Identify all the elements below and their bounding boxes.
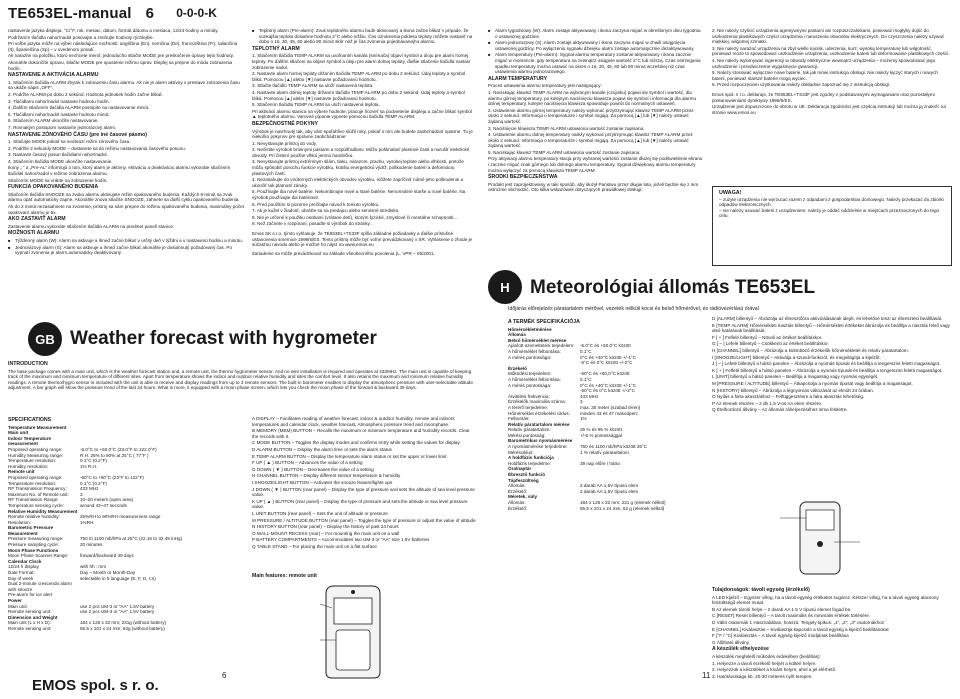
hu-subtitle: Időjárás előrejelzés páratartalom mérővel, vezeték nélküli kocsi és belső hőmérővel, és rádióvezérlású órával	[508, 306, 759, 312]
spec-value: 0.1°C	[580, 348, 592, 354]
header-page-number: 6	[145, 4, 155, 22]
section-heading: NASTAVENIE A AKTIVÁCIA ALARMU	[8, 72, 99, 79]
spec-key: Érzékelő:	[508, 488, 528, 494]
spec-value: 0.1°C	[580, 376, 592, 382]
spec-value: 3	[80, 491, 83, 497]
spec-value: 1%RH	[80, 519, 94, 525]
bullet-item: ■ Alarm tygodniowy (W): Alarm zostaje aktywowany i ikona zaczyna migać w określonym dniu tygodnia o ustawionej godzinie.	[488, 28, 704, 39]
remote-part-description: E [CHANNEL] Kiválasztás – Kiválasztja kapcsoló a távoli egység a kijelző beállításokat	[712, 626, 889, 632]
spec-key: Állomás:	[508, 483, 526, 489]
spec-value: 1%	[580, 416, 587, 422]
spec-key: Maximum No. of Remote unit:	[8, 491, 69, 497]
intro-text: The base package comes with a main unit, which is the weather forecast station and, a remote unit, the thermo hygrometer sensor. And no wire installation is required and operates at 433MHz. The main unit is capable of keeping track of the maximum and minimum temperature of different sites. Apart from temperature shows the indoor and outdoor relative humidity and sites the comfort level. It also retains the maximum and minimum relative humidity readings. A remote thermo/hygro sensor is included with the unit is able to receive and display readings from up to 3 remote sensors. The built-in barometer enables to display the atmospheric pressure with user-selectable altitude adjustment. A bar graph will show the pressure trend of the last 24 hours. What is more, it equipped with a moon phase screen, which lets you check the moon phase of the forward & backward 39 days.	[8, 368, 473, 391]
spec-key: Temperature resolution:	[8, 480, 57, 486]
text-line: Pri aktivácii alarmu stanica na výbere hodnote, pracuje ňozveť sa podvietenie displeja a začne blikať symbol ▲ teplotného alarmu. Varovné pípanie vypnete pomocou tlačidla TEMP ALARM.	[252, 108, 472, 120]
text-line: 2. Helyezzük a készüléket a kívánt helyre, ahol a jel elérhető.	[712, 667, 837, 673]
gb-intro	[8, 360, 476, 414]
button-description: F [ + ] Felfelé billentyű – Növeli az értéket beállításkor.	[712, 334, 823, 340]
spec-key: A térerő terjedelme:	[508, 404, 549, 410]
text-line: Pri voľbe jazyka môže na výber následujúce možnosti: angličtina (En), nemčina (De), francúzština (Fr), taliančina (It), španielčina (Sp) – v uvedenom poradí.	[8, 41, 238, 52]
text-line: 3. Nie należy narażać urządzenia na zbyt wielki nacisk, uderzenia, kurz, wysoką temperaturę lub wilgotność, ponieważ może to spowodować uszkodzenie urządzenia, uszkodzenie baterii lub deformowanie plastikowych części.	[712, 45, 950, 57]
spec-key: Belső hőmérséklet mérése	[508, 337, 567, 343]
button-description: H CHANNEL BUTTON – Display different sensor temperature & humidity	[252, 473, 401, 479]
spec-value	[80, 525, 244, 536]
spec-key: Power	[8, 598, 22, 603]
text-line: Emos SK s.r.o. týmto vyhlasuje, že TE653EL+TS33F spĺňa základné požiadavky a ďalšie príslušné ustanovenia smernice 1999/5/ES. Tento prístroj môže byť voľne prevádzkovaný v SR. Vyhlásenie o zhode je súčasťou návodu alebo je možné ho nájsť na www.emos.eu	[252, 231, 473, 248]
gb-specifications	[8, 416, 244, 662]
spec-key: Pressure sampling cycle:	[8, 542, 60, 548]
spec-value: around 43~47 seconds	[80, 502, 127, 508]
spec-key: A holdfázis funkciója	[508, 455, 554, 461]
spec-key: Proposed operating range:	[8, 474, 63, 480]
text-line: 1. Stlačením tlačidla TEMP ALARM sa uvoľnaním kanála (snímača) objaví symbol a úloju pre alarm hornej teploty. Po ďalším stlačení sa objaví symbol a úloju pre alarm dolnej teploty, ďalšie stlačenie tlačidla nastaví zobrazenie nadol.	[252, 53, 471, 70]
section-heading: INTRODUCTION	[8, 361, 48, 367]
spec-key: Mérési pontosság:	[508, 432, 546, 438]
section-heading: A készülék elhelyezése	[712, 646, 769, 653]
spec-key: Relatív páratartalom:	[508, 427, 551, 433]
button-description: E [TEMP ALARM] Hőmérsékleti riasztás billentyű – Hőmérsékleti értékeket ábrázolja és beállítja a riasztás felső vagy alsó határának beállítását.	[712, 322, 950, 334]
text-line: 2. Podržte ALARM po dobu 2 sekúnd. Hodnota jednotiek hodín začne blikať.	[8, 91, 164, 97]
spec-key: Érzékelő	[508, 365, 527, 371]
bullet-item: ■ Týždenný alarm (W): Alarm sa aktivuje a ihneď začne blikať v určitý deň v týždni a v nastavenú hodinu a minútu.	[8, 238, 244, 244]
text-line: 4. Nastavte alarm dolnej teploty držaním tlačidla TEMP ALARM po dobu 2 sekúnd. Údaj teploty a symbol bliká. Pomocou [▲] alebo [▼] nastavte požadovanú hodnotu.	[252, 89, 465, 101]
section-heading: A TERMÉK SPECIFIKÁCIÓJA	[508, 319, 580, 325]
button-description: J DOWN ( ▼ ) BUTTON (rear panel) – Display the type of pressure and sets the altitude of sea level pressure value.	[252, 486, 475, 498]
language-badge-gb: GB	[28, 322, 62, 356]
remote-part-description: C [RESET] Reset billentyű – A tárolt maximális és minimális értékek törlésére.	[712, 613, 871, 619]
document-code: 0-0-0-K	[176, 6, 217, 20]
text-line: 5. Tlačidlami nahor/nadol nastavte hodnotu minút.	[8, 111, 110, 117]
text-line: 7. Rovnakým postupom nastavíte jednorázový alarm.	[8, 124, 117, 130]
spec-value: 433 MHz	[580, 393, 599, 399]
spec-row	[8, 525, 244, 536]
spec-key: 12/24 h display	[8, 564, 39, 570]
button-description: P BATTERY COMPARTMENTS – Accommodates two UM-3 or "AA" size 1.5V batteries	[252, 537, 430, 543]
button-description: N [HISTORY] billentyű – Ábrázolja a légnyomás változását az elmúlt 24 órában.	[712, 387, 874, 393]
spec-value: -5.0°C to +50.0°C (23.0°F to 122.0°F)	[80, 446, 157, 452]
spec-key: Állomás:	[508, 500, 526, 505]
bullet-item: ■ Alarm jednorazowy (S): Alarm zostaje aktywowany i ikona zaczyna migać w chwili osiągnięcia ustawionej godziny. Po wyłączeniu sygnału dźwięku alarm zostaje automatycznie dezaktywowany.	[488, 40, 704, 51]
page-number-left: 6	[222, 671, 227, 680]
spec-value: 20 minutes	[80, 542, 103, 548]
spec-key: Main unit	[8, 430, 29, 436]
button-description: L [UNIT] billentyű a hátsó panelen – Beállítja a magasság vagy nyomás egységét.	[712, 374, 879, 380]
text-line: 2. Podržte 2 sekundy MODE – dostanete sa do režimu nastavovania časového posunu.	[8, 145, 186, 151]
text-line: Akonáhle dokončíte úpravu, stlačte MODE pre opustenie režimu úprav. Displej sa prepne do módu zobrazenia hodín.	[8, 59, 233, 71]
spec-key: Mérésciklus:	[508, 449, 534, 455]
text-line: – zużyte urządzenia nie wyrzucać razem z odpadami z gospodarstwa domowego. Należy przekazać do zbiórki odpadów elektronicznych.	[719, 196, 944, 208]
spec-value: 0.1°C (0.2°F)	[80, 458, 107, 464]
spec-value: -5.0°C és +50.0°C között	[580, 343, 631, 349]
spec-key: Relatív páratartalom mérése	[508, 421, 570, 427]
text-line: nastavenie jazyka displeja, °C/°F, rok, mesiac, dátum, formát dátumu a mesiaca, 12/24 hodiny a minúty.	[8, 28, 219, 33]
spec-value: 55.5 x 101 x 24 mm; 62g (without battery)	[80, 625, 165, 631]
spec-value: -50°C és 0°C között +/-2°C	[580, 388, 635, 394]
spec-key: Day of week	[8, 575, 34, 581]
bullet-item: ■ Alarm temperatury (Pre-alarm): Sygnał alarmu temperatury zostanie aktywowany i ikona zacznie migać w momencie, gdy temperatura na zewnątrz osiągnie wartość 2°C lub niższą. Czas ostrzegania spadku temperatury można ustawić na okres o 15, 30, 45, 60 lub 90 minut wcześniej niż czas ustawienia alarmu jednorazowego.	[488, 52, 704, 74]
spec-value: 0.1°C (0.2°F)	[80, 480, 107, 486]
spec-key: A nyomásmérése terjedelme:	[508, 444, 568, 450]
spec-value: +/-5 % pontossággal	[580, 432, 623, 438]
spec-key: Állomás	[508, 332, 526, 338]
text-line: Zastavenie alarmu vykonáte stlačením tlačidla ALARM na predmet panelí stanice.	[8, 223, 175, 229]
text-line: 3. Naciśnięcie klawisza TEMP ALARM ustawiona wartość zostanie zapisana.	[488, 125, 645, 131]
remote-part-description: D Váltó csatornák 1 Hasznaliában, hosszú: Tengely tipikus: „1“, „2“, „3“ csatornákhoz	[712, 619, 885, 625]
spec-key: Humidity Measuring range:	[8, 452, 63, 458]
gb-section-title: Weather forecast with hygrometer	[70, 328, 377, 349]
spec-key: Hőmérséklet érzékelési ciklus:	[508, 410, 570, 416]
button-description: B MEMORY (MEM) BUTTON – Recalls the maximum or minimum temperature and humidity records. Clear the records with it.	[252, 428, 470, 439]
text-line: 1. Stlačením tlačidla ALARM zbytok k zobrazeniu času alarmu. Ak nie je alarm aktívny v prestave zobrazenia času sa ukáže nápis „OFF“.	[8, 79, 240, 91]
spec-key: Pressure measuring range:	[8, 536, 64, 542]
text-line: 4. Nezasahujte do vnútorných elektrických obvodov výrobku, môžete zapríčiniť nútné jeho poškodenie a ukončiť tak platnosť záruky.	[252, 177, 464, 188]
spec-value: use 2 pcs UM-3 or "AA" 1.5V battery	[80, 603, 155, 609]
text-line: 5. Należy stosować wyłącznie nowe baterie, tak jak mówi instrukcja obsługi. Nie należy łączyć starych i nowych baterii, ponieważ starsze baterie mogą wyciec.	[712, 70, 938, 81]
section-heading: Tulajdonságok: távoli egység (érzékelő)	[712, 587, 810, 593]
spec-key: Barometrikus nyomásmérése	[508, 438, 573, 444]
spec-key: Indoor Temperature measurement	[8, 435, 52, 447]
text-line: 7. Ak je kužel v žiadosť, obráťte sa na predajcu alebo servisné stredisko.	[252, 208, 400, 214]
spec-value: 750 to 1100 mb/hPa at 25°C (22.15 to 32.49 inHg)	[80, 536, 183, 542]
spec-key: Dual 2-minute crescendo alarm with snooze	[8, 581, 72, 592]
spec-key: Dimension and Weight	[8, 614, 58, 620]
spec-value: 433 MHz	[80, 486, 99, 492]
button-description: K UP ( ▲ ) BUTTON (rear panel) – Display the type of pressure and sets the altitude or sea level pressure value.	[252, 498, 468, 510]
spec-value: -50°C és +60,0°C között	[580, 371, 630, 377]
text-line: 3. Hatótávolsága kb. 20-30 méteres nyílt terepen.	[712, 673, 813, 679]
warning-box	[712, 186, 952, 266]
section-heading: NASTAVENIE ZÓNOVÉHO ČASU (pre iné časové pásmo)	[8, 131, 148, 138]
text-line: 5. Naciskając klawisz TEMP ALARM ustawiona wartość zostanie zapisana.	[488, 149, 641, 155]
text-line: Stlačením tlačidla SNOOZE sa zvuku alarmu aktivujete režim opakovaného budenia. Každých 8 minút sa zvuk alarmu opäť automaticky zapne. Akonáhle znova stlačíte SNOOZE, zahnete sa ďalší cyklu opakovaného budenia.	[8, 191, 240, 203]
text-line: Stlačením MODE sa vrátite na zobrazenie hodín.	[8, 177, 108, 183]
remote-part-description: B Az elemek tároló helye – 2 darab AA 1.5 V típusú elemet fogad be.	[712, 606, 852, 612]
column-sk-1	[8, 28, 244, 324]
spec-key: Main unit (L x H x D):	[8, 620, 51, 626]
spec-key: RF Transmission Range:	[8, 497, 59, 503]
spec-value: with hh : mm	[80, 564, 107, 570]
spec-key: Date Format:	[8, 570, 35, 576]
column-pl-2	[712, 28, 952, 183]
spec-value: minden 43 és 47 másodperc	[580, 410, 638, 416]
spec-key: Proposed operating range:	[8, 446, 63, 452]
spec-key: Main unit:	[8, 603, 28, 609]
spec-key: RF Transmission Frequency:	[8, 486, 67, 492]
text-line: 4. Ustawienie alarmu dolnej temperatury należy wykonać przytrzymując klawisz TEMP ALARM przez około 2 sekund. Informacja o temperaturze i symbol migają. Za pomocą [▲] lub [▼] należy ustawić żądaną wartość.	[488, 132, 693, 149]
spec-key: Hőmérsékletmérése	[508, 326, 552, 332]
button-description: H [CHANNEL] billentyű – Ábrázolja a különböző érzékelők hőmérsékletét és relatív páratartalom.	[712, 347, 909, 353]
remote-part-description: G Állítható állvány	[712, 639, 750, 645]
page-number-right: 11	[702, 671, 711, 680]
spec-key: Érzékelő:	[508, 505, 528, 511]
spec-key: Calendar Clock	[8, 558, 42, 564]
spec-key: Moon Phase Scanner Range:	[8, 553, 69, 559]
button-description: Q Ételhordozó állvány – Az állomás ráhelyezéséhez sima felületre.	[712, 407, 848, 413]
spec-key: Remote sensing unit:	[8, 609, 52, 615]
spec-value: 184 x 126 x 32 mm; 231g (without battery)	[80, 620, 167, 626]
button-description: D [ALARM] billentyű – Ábrázolja az ébresztőóra aktivizálásának idejét, és lehetővé teszi az ébresztési beállítását.	[712, 316, 943, 321]
spec-row	[8, 626, 244, 632]
spec-key: Átvitelési frekvencia:	[508, 393, 550, 399]
spec-value: 25 % és 95 % között	[580, 427, 622, 433]
spec-value: 184 x 126 x 32 mm; 231 g (elemek nélkül)	[580, 500, 666, 505]
button-description: N HISTORY BUTTON (rear panel) – Display the history of past 24 hours	[252, 524, 399, 530]
spec-key: Relative Humidity Measurement	[8, 508, 78, 514]
spec-key: A mérés pontossága:	[508, 354, 552, 360]
text-line: 3. Nevystavujte prístroj extrémnym silám, tlaku, nárazom, prachu, vysokej teplote alebo vlhkosti, pretože môžu spôsobiť poruchu funkcie výrobku, kratšiu energetickú výdrž, poškodenie batérií a deformáciu plastových častí.	[252, 159, 464, 176]
spec-key: Ajánlott üzemeltetési terjedelem:	[508, 343, 575, 349]
spec-key: Érzékelők maximális száma:	[508, 399, 566, 405]
text-line: 5. Stlačením tlačidla TEMP ALARM sa uloží nastavená teplota.	[252, 102, 380, 108]
spec-value: 2 darab AA 1,5V típusú elem	[580, 483, 639, 489]
section-heading: TEPLOTNÝ ALARM	[252, 45, 300, 52]
section-heading: BEZPEČNOSTNÉ POKYNY	[252, 120, 319, 127]
section-heading: AKO ZASTAVIŤ ALARM	[8, 216, 66, 223]
button-description: E TEMP ALARM BUTTON – Display the temperature alarm status or set the upper or lower limit.	[252, 453, 448, 459]
text-line: 8. Nie je určené k použitiu osobami (vrátane detí), ktorým fyzické, zmyslové či mentálne schopnosti...	[252, 214, 458, 220]
spec-value: 10–20 meters (open area)	[80, 497, 134, 503]
spec-key: A hőmérséklet felbontása:	[508, 348, 561, 354]
spec-key: Humidity resolution:	[8, 463, 49, 469]
button-description: K [ + ] Felfelé billentyű a hátsó panelen – Ábrázolja a nyomás típusát és beállítja a tengerszint feletti magasságot.	[712, 367, 943, 373]
page-header	[0, 0, 960, 26]
spec-key: Tápfeszültség	[508, 477, 539, 483]
button-description: I SNOOZE/LIGHT BUTTON – Activates the snooze feature/lights ups	[252, 479, 393, 485]
button-description: I [SNOOZE/LIGHT] billentyű – Aktiválja a szundi-funkciót, és megvilágítja a kijelzőt.	[712, 354, 881, 360]
warning-title: UWAGA!	[719, 190, 742, 196]
spec-row	[508, 506, 704, 512]
text-line: Ak narazíte na položku, ktorú nechcete meniť, jednoducho stlačte MODE pre preskočenie úpravy tejto hodnoty.	[8, 53, 234, 59]
spec-row	[8, 436, 244, 447]
text-line: Ak do 2 minút nezasiahnete na zvonenie, prístroj sa sám prepne do režimu opakovaného budenia, maximálny počet opakovaní alarmu je 6x.	[8, 204, 244, 215]
spec-key: A hőmérséklet felbontása:	[508, 376, 561, 382]
button-description: G [ – ] Lefelé billentyű – Csökkenti az értéket beállításkor.	[712, 341, 829, 347]
text-line: 4. Ďalším stlačením tlačidla ALARM postúpite na nastavovanie minút.	[8, 105, 150, 111]
spec-value: R.H. 25% to 90% at 25°C ( 77°F )	[80, 452, 149, 458]
spec-value: 3	[580, 399, 583, 405]
button-description: M [PRESSURE / ALTITUDE] billentyű – Átkapcsolja a nyomás típusát vagy beállítja a magasságot.	[712, 380, 913, 386]
spec-value: forward/backward 39 days	[80, 553, 134, 559]
text-line: 2. Nastavte alarm hornej teploty držaním tlačidla TEMP ALARM po dobu 2 sekúnd. Údaj teploty a symbol bliká. Pomocou [▲] alebo [▼] nastavte požadovanú hodnotu.	[252, 71, 466, 82]
text-line: Przy aktywacji alarmu temperatury stacja przy wybranej wartości zostanie dłużej się podświetlenie ekranu i zacznie migać znak górnego lub dolnego alarmu temperatury. Sygnał dźwiękowy alarmu temperatury można wyłączyć za pomocą klawisza TEMP ALARM.	[488, 156, 703, 173]
text-line: A készülék megfelelő működés érdekében (beállítás):	[712, 653, 821, 659]
spec-value: 0°C és +40°C között +/-1°C	[580, 382, 637, 388]
button-description: P Az elemek részére – 2 db 1,5 V-os AA elem részére.	[712, 400, 823, 406]
button-description: L UNIT BUTTON (rear panel) – Sets the unit of altitude or pressure	[252, 510, 388, 516]
spec-value: Day – Month or Month-Day	[80, 570, 136, 576]
text-line: Produkt jest zaprojektowany w taki sposób, aby służył Państwu przez długie lata, jeżeli będzie się z nim ostrożnie obchodzić. Oto kilka wskazówek dotyczących prawidłowej obsługi:	[488, 181, 699, 193]
column-sk-2	[252, 28, 476, 324]
spec-value: selectable in 5 language (E, F, D, I,S)	[80, 575, 156, 581]
spec-key: Temperature resolution:	[8, 458, 57, 464]
button-description: G DOWN ( ▼ ) BUTTON – Decreases the value of a setting	[252, 466, 374, 472]
text-line: 5. Používajte iba nové batérie. Nekombinujte nové a staré batérie. Nenormálne starše a nové batérie. Na výrobok používajte iba batériové.	[252, 189, 466, 201]
spec-value: 25%RH to 90%RH measurement range	[80, 514, 161, 520]
text-line: Urządzenie jest dopuszczone do obrotu w UE. Deklaracja zgodności jest częścią instrukcji lub można ją znaleźć na stronie www.emos.eu	[712, 104, 946, 115]
hu-remote-unit	[712, 586, 952, 679]
text-line: 1. Stlačajte MODE pokiaľ sa neobrazí režim zónového času.	[8, 139, 131, 145]
hu-button-list	[712, 316, 952, 492]
gb-button-list	[252, 416, 476, 571]
text-line: Výrobok je navrhnutý tak, aby vám spoľahlivo slúžil roky, pokiaľ s ním ale budete zaobchádzať opatrne. Tu je niekoľko pokynov pre správne zaobchádzanie:	[252, 128, 473, 140]
button-description: Q TABLE STAND – For placing the main unit on a flat surface	[252, 543, 377, 549]
spec-value: use 2 pcs UM-3 or "AA" 1.5V battery	[80, 609, 155, 615]
spec-key: Remote unit	[8, 469, 35, 475]
button-description: F UP ( ▲ ) BUTTON – Advances the value of a setting	[252, 460, 363, 466]
company-footer: EMOS spol. s r. o.	[32, 677, 159, 694]
spec-key: Resolution:	[8, 519, 31, 525]
section-heading: FUNKCIA OPAKOVANÉHO BUDENIA	[8, 184, 99, 191]
text-line: 6. Pred použitím si pozorne prečítajte návod k tomuto výrobku.	[252, 201, 380, 207]
text-line: – nie należy usuwać baterii z urządzeniem; należy je oddać oddzielnie w miejscach przeznaczonych do tego celu.	[719, 207, 940, 219]
spec-key: Felbontás:	[508, 416, 530, 422]
spec-key: Működési terjedelem:	[508, 371, 552, 377]
button-description: D ALARM BUTTON – Display the alarm time or sets the alarm status	[252, 446, 392, 452]
spec-row	[8, 581, 244, 592]
column-pl-1	[488, 28, 704, 268]
button-description: A DISPLAY – Facilitates reading of weather forecast, indoor & outdoor humidity, remote and indoors temperatures and calendar clock, weather forecast, Atmospheric pressure trend and moonphase.	[252, 416, 455, 427]
spec-value: max. 30 méter (szabad téren)	[580, 404, 641, 410]
button-description: O WALL-MOUNT RECESS (rear) – For mounting the main unit on a wall	[252, 530, 400, 536]
hu-section-title: Meteorológiai állomás TE653EL	[530, 277, 816, 298]
text-line: 3. Stlačte tlačidlo TEMP ALARM sa uloží nastavená teplota.	[252, 83, 374, 89]
text-line: 4. Stlačením tlačidla MODE ukončíte nastavovanie.	[8, 158, 113, 164]
text-line: 3. Tlačidlami nahor/nadol nastavte hodnotu hodín.	[8, 98, 110, 104]
section-heading: ALARM TEMPERATURY	[488, 75, 548, 82]
spec-key: Barometric Pressure Measurement	[8, 525, 54, 536]
spec-value: 1% R.H.	[80, 463, 98, 469]
text-line: 4. Nie należy wykonywać ingerencji w obwody elektryczne wewnątrz urządzenia – możemy spowodować jego uszkodzenie i przedwczesne wygaśnięcie gwarancji.	[712, 57, 936, 69]
spec-key: Temperature Measurement	[8, 424, 67, 430]
sensor-illustration-hu	[770, 498, 870, 582]
remote-part-description: F [°F / °C] Kiválasztás – A távoli egység kijelző módjának beállítása	[712, 633, 849, 639]
remote-part-description: A LED kijelző – Egyszer villog, ha a távoli egység értékeket sugároz. Kétszer villog, ha a távoli egység alacsony feszültségű elemet mutat.	[712, 594, 939, 606]
spec-key: Moon Phase Functions	[8, 547, 59, 553]
document-title: TE653EL-manual	[8, 4, 132, 22]
spec-key: Remote sensing unit:	[8, 625, 52, 631]
section-heading: Main features: remote unit	[252, 573, 317, 579]
text-line: 6. Stlačením ALARM ukončíte nastavovanie.	[8, 118, 99, 124]
spec-value: 39 nap előre / hátra	[580, 460, 620, 466]
text-line: 1. Naciskając klawisz TEMP ALARM na wybranym kanale (czujniku) pojawi się symbol i wartość, dla alarmu górnej temperatury, po kolejnym naciśnięciu klawisza pojawi się symbol i informacja dla alarmu dolnej temperatury, kolejne naciśnięcia klawisza spowoduje powrót do normalnych ustawień.	[488, 89, 696, 107]
bullet-item: ■ Teplotný alarm (Pre-alarm): Zvuk teplotného alarmu bude aktivovaný a ikona začne blikať v prípade, že vonkajšia teplota dosiahne hodnotu 2°C alebo nižšiu. Čas oznámenia poklesu teploty môžete nastaviť na dobu o 15, 30, 45, 60 alebo 90 minút skôr než je čas zvonenia pojednávanejho alarmu.	[252, 28, 476, 45]
bullet-item: ■ Jednorázový alarm (S): Alarm sa aktivuje a ihneď začne blikať akonáhle je dosiahnutý požadovaný čas. Po vypnutí zvonenia je alarm automaticky deaktivovaný.	[8, 245, 244, 256]
spec-value: 1 % relatív páratartalom	[580, 449, 629, 455]
section-heading: SPECIFICATIONS	[8, 417, 52, 423]
spec-key: Méretek, súly	[508, 494, 538, 500]
spec-value: -5°C és 0°C között +/-2°C	[580, 360, 633, 366]
spec-value: 750 és 1100 mb/hPa között 25°C	[580, 444, 648, 450]
spec-value	[80, 581, 244, 592]
button-description: J [ – ] Lefelé billentyű a hátsó panelen – Ábrázolja a nyomás típusát és beállítja a tengerszint feletti magasságot.	[712, 361, 941, 367]
section-heading: ŚRODKI BEZPIECZEŃSTWA	[488, 174, 558, 181]
section-heading: MOŽNOSTI ALARMU	[8, 230, 60, 237]
spec-key: A mérés pontossága:	[508, 382, 552, 388]
spec-value: 2 darab AA 1,5V típusú elem	[580, 488, 639, 494]
text-line: Podržaním tlačidla nahor/nadol posúvajte a zmiňujte hodnoty rýchlejšie.	[8, 34, 154, 40]
button-description: C MODE BUTTON – Toggles the display modes and confirms entry while setting the values for display.	[252, 440, 461, 446]
text-line: Ikony „ “ a „Pre-AL“ informujú o tom, ktorý alarm je aktívny. Aktiváciu a deaktiváciu alarmu vykonáte stlačením tlačidiel nahor/nadol v režime zobrazenia alarmu.	[8, 165, 231, 177]
text-line: 2. Nečistite výrobok brúsnymi pastami a rozpúšťadlami. Môžu poškriabať plastové časti a narušiť elektrické obvody. Pri čistení použite vlhkú jemnú handričku.	[252, 147, 470, 158]
hu-specifications	[508, 318, 704, 664]
spec-value: 0°C és +40°C között +/-1°C	[580, 354, 637, 360]
spec-key: Pre-alarm for ice alert	[8, 592, 53, 598]
spec-key: Temperature sensing cycle:	[8, 502, 64, 508]
button-description: O Nyílás a falra akasztáshoz – Felfüggesztésre a falra akasztás lehetőség.	[712, 394, 865, 400]
button-description: M PRESSURE / ALTITUDE BUTTON (rear panel) – Toggles the type of pressure or adjust the value of altitude	[252, 517, 476, 523]
text-line: 2. Nie należy czyścić urządzenia agresywnymi pastami ani rozpuszczalnikami, ponieważ mogłyby dojść do uszkodzenia plastikowych części urządzenia i naruszenia obwodów elektrycznych. Do czyszczenia należy używać miękkiej, wilgotnej szmatki.	[712, 28, 945, 45]
spec-key: Óra/naptár	[508, 466, 532, 472]
language-badge-hu: H	[488, 270, 522, 304]
text-line: 1. Nevystavujte prístroj do vody.	[252, 140, 318, 146]
text-line: Zariadenie sa môže prevádzkovať na základe všeobecného povolenia (L. VPR – 05/2001.	[252, 250, 435, 256]
spec-key: Ébresztő funkció	[508, 472, 546, 478]
remote-sensor-illustration	[318, 584, 388, 680]
spec-key: Remote relative humidity:	[8, 514, 60, 520]
text-line: 9. Než začnete v rozpínaní, posadte si výrobok do stránky.	[252, 221, 371, 227]
spec-value	[80, 436, 244, 447]
spec-key: Holdfázis terjedelme:	[508, 460, 551, 466]
spec-value: -50°C to +60°C (23°F to 122°F)	[80, 474, 144, 480]
gb-features	[252, 572, 476, 582]
text-line: Proces ustawienia alarmu temperatury jest następujący:	[488, 83, 602, 89]
spec-value: 55,5 x 101 x 24 mm; 62 g (elemek nélkül)	[580, 505, 665, 511]
text-line: Emos spol. s r.o. deklaruje, że TE653EL+TS33F jest zgodny z podstawowymi wymaganiami oraz pozostałymi postanowieniami dyrektywy 1999/5/ES.	[712, 91, 935, 103]
text-line: 2. Ustawienie alarmu górnej temperatury należy wykonać przytrzymując klawisz TEMP ALARM przez około 2 sekund. Informacja o temperaturze i symbol migają. Za pomocą [▲] lub [▼] należy ustawić żądaną wartość.	[488, 107, 694, 124]
text-line: 1. Helyezze a távoli érzékelő helyét a kültéri helyre.	[712, 660, 817, 666]
text-line: 6. Przed rozpoczęciem użytkowania należy dokładnie zapoznać się z instrukcją obsługi.	[712, 82, 891, 88]
text-line: 3. Nastavte časový posun tlačidlami nahor/nadol.	[8, 152, 108, 158]
